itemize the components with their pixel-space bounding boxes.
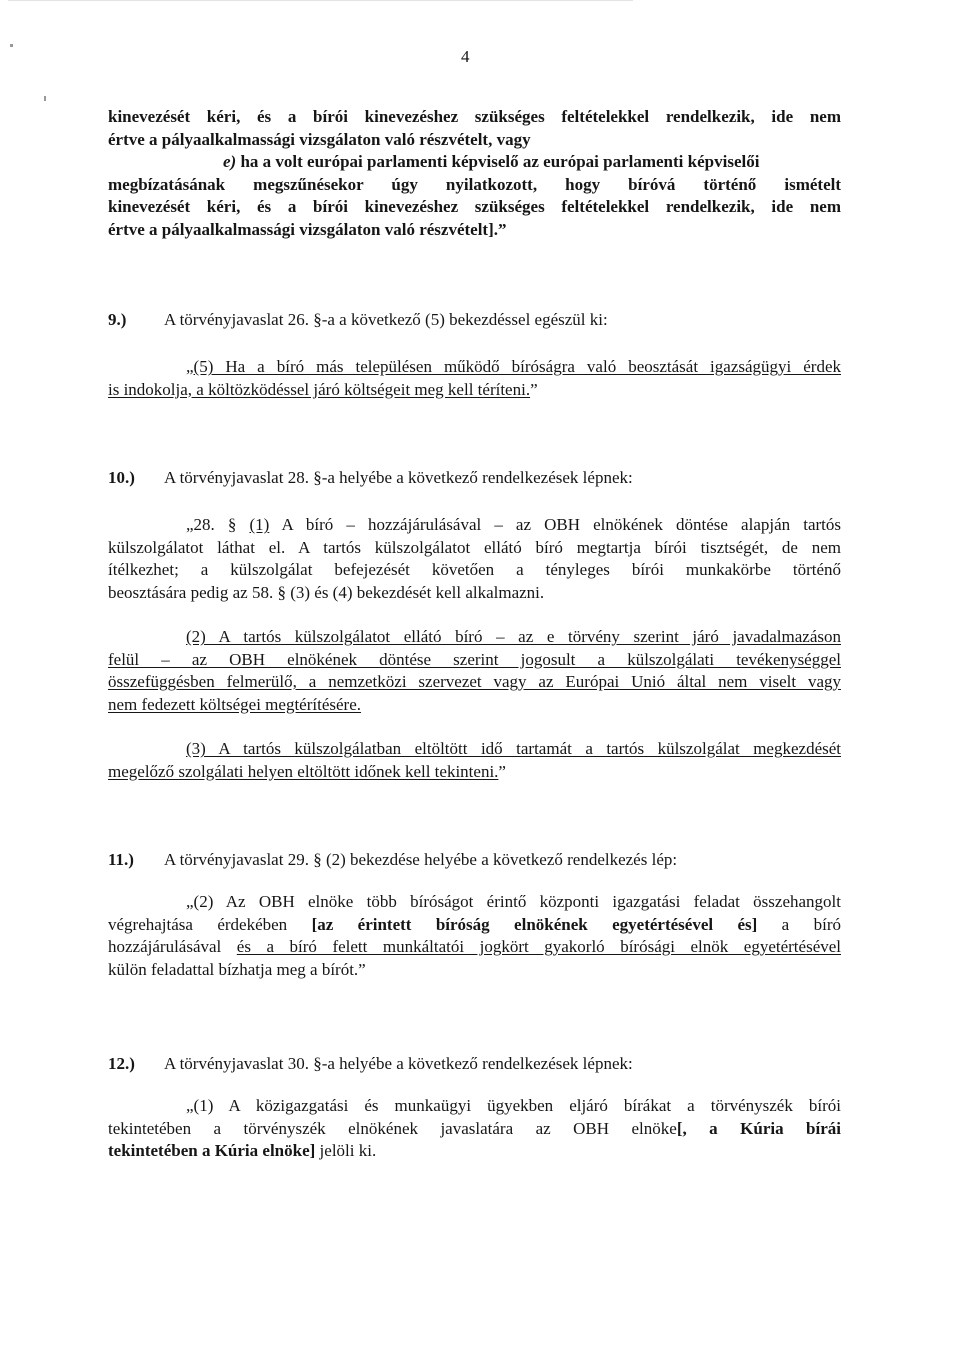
quoted-paragraph [108, 356, 841, 401]
section-heading [108, 309, 608, 332]
scan-edge [8, 0, 633, 1]
quote-line: (3) A tartós külszolgálatban eltöltött idő tartamát a tartós külszolgálat megkezdését [186, 739, 841, 758]
page-number: 4 [461, 47, 470, 66]
quote-line [108, 1140, 841, 1163]
scan-speck [44, 96, 46, 101]
quoted-paragraph [108, 738, 841, 783]
quote-mark: „ [186, 357, 194, 376]
inserted-text: (5) Ha a bíró más településen működő bíróságra való beosztását igazságügyi érdek [193, 357, 841, 376]
section-title: A törvényjavaslat 29. § (2) bekezdése helyébe a következő rendelkezés lép: [164, 850, 678, 869]
quote-line: beosztására pedig az 58. § (3) és (4) bekezdését kell alkalmazni. [108, 582, 545, 602]
section-number: 10.) [108, 468, 135, 487]
section-heading [108, 849, 677, 872]
section-number: 11.) [108, 850, 134, 869]
quote-line [108, 936, 841, 959]
quote-line [108, 914, 841, 937]
quote-line [108, 1118, 841, 1141]
quote-text: végrehajtása érdekében [108, 914, 312, 934]
quote-text: hozzájárulásával [108, 937, 237, 956]
intro-line: kinevezését kéri, és a bírói kinevezéshez szükséges feltételekkel rendelkezik, ide nem [108, 197, 841, 216]
deleted-text: tekintetében a Kúria elnöke] [108, 1141, 316, 1160]
inserted-text: (1) [249, 515, 270, 534]
intro-paragraph [108, 106, 841, 241]
section-heading [108, 467, 633, 490]
scan-speck [10, 44, 13, 47]
section-number: 9.) [108, 310, 127, 329]
quote-line [108, 761, 841, 784]
inserted-text: is indokolja, a költözködéssel járó költségeit meg kell téríteni. [108, 379, 531, 399]
quote-text: A bíró – hozzájárulásával – az OBH elnökének döntése alapján tartós [269, 515, 841, 534]
quote-mark: ” [498, 761, 506, 781]
quote-line [108, 379, 841, 402]
quote-line: (2) A tartós külszolgálatot ellátó bíró – az e törvény szerint járó javadalmazáson [186, 627, 841, 646]
quoted-paragraph [108, 514, 841, 604]
intro-line: értve a pályaalkalmassági vizsgálaton való részvételt].” [108, 219, 507, 239]
quote-line: külszolgálatot láthat el. A tartós külszolgálatot ellátó bíró megtartja bírói tisztségét, de nem [108, 537, 841, 557]
quote-line [108, 356, 841, 379]
inserted-text: és a bíró felett munkáltatói jogkört gyakorló bírósági elnök egyetértésével [236, 937, 842, 956]
deleted-text: [, a Kúria bírái [676, 1118, 841, 1138]
quote-line: összefüggésben felmerülő, a nemzetközi szervezet vagy az Európai Unió által nem viselt vagy [108, 672, 841, 691]
section-title: A törvényjavaslat 26. §-a a következő (5) bekezdéssel egészül ki: [164, 310, 608, 329]
section-ref: „28. § [186, 515, 250, 534]
quote-text: jelöli ki. [315, 1141, 377, 1160]
inserted-text: megelőző szolgálati helyen eltöltött időnek kell tekinteni. [108, 761, 499, 781]
quoted-paragraph [108, 891, 841, 981]
quoted-paragraph [108, 626, 841, 716]
quote-text: a bíró [757, 914, 841, 934]
section-title: A törvényjavaslat 28. §-a helyébe a következő rendelkezések lépnek: [164, 468, 633, 487]
intro-line: értve a pályaalkalmassági vizsgálaton való részvételt, vagy [108, 129, 531, 149]
quote-line: „(2) Az OBH elnöke több bíróságot érintő központi igazgatási feladat összehangolt [186, 892, 841, 911]
quote-line: nem fedezett költségei megtérítésére. [108, 694, 361, 714]
section-number: 12.) [108, 1054, 135, 1073]
intro-line [108, 151, 841, 174]
quote-line: felül – az OBH elnökének döntése szerint jogosult a külszolgálati tevékenységgel [108, 649, 841, 669]
quote-text: tekintetében a törvényszék elnökének javaslatára az OBH elnöke [108, 1118, 677, 1138]
quote-line: külön feladattal bízhatja meg a bírót.” [108, 959, 366, 979]
deleted-text: [az érintett bíróság elnökének egyetértésével és] [311, 914, 758, 934]
quoted-paragraph [108, 1095, 841, 1163]
quote-line: ítélkezhet; a külszolgálat befejezését követően a tényleges bírói munkakörbe történő [108, 560, 841, 579]
quote-mark: ” [530, 379, 538, 399]
section-title: A törvényjavaslat 30. §-a helyébe a következő rendelkezések lépnek: [164, 1054, 633, 1073]
point-label: e) [223, 152, 237, 171]
quote-line: „(1) A közigazgatási és munkaügyi ügyekben eljáró bírákat a törvényszék bírói [186, 1096, 841, 1115]
section-heading [108, 1053, 633, 1076]
intro-text: ha a volt európai parlamenti képviselő az európai parlamenti képviselői [236, 152, 760, 171]
intro-line: kinevezését kéri, és a bírói kinevezéshez szükséges feltételekkel rendelkezik, ide nem [108, 107, 841, 126]
intro-line: megbízatásának megszűnésekor úgy nyilatkozott, hogy bíróvá történő ismételt [108, 174, 841, 194]
quote-line [108, 514, 841, 537]
